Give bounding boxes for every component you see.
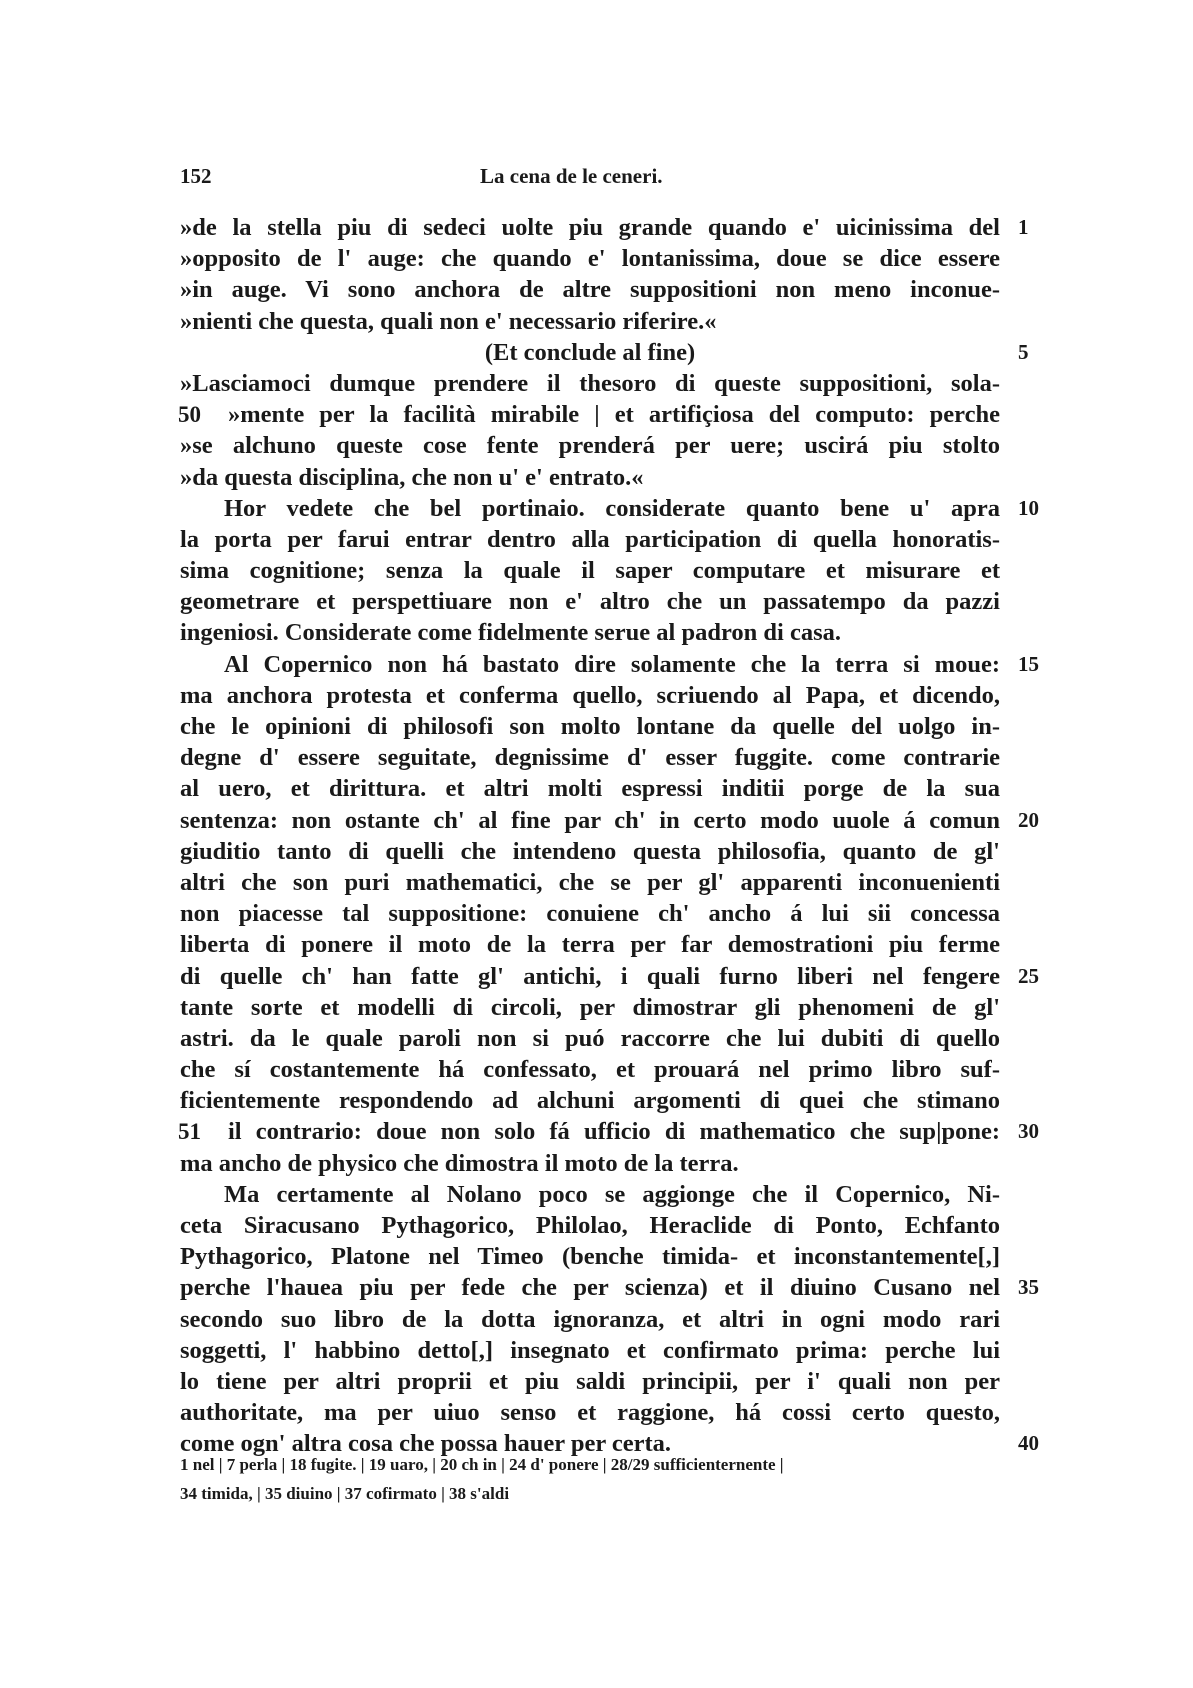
text-line xyxy=(180,1179,1000,1210)
text-line xyxy=(180,867,1000,898)
line-text: »in auge. Vi sono anchora de altre suppositioni non meno inconue- xyxy=(180,276,1000,304)
line-text: ingeniosi. Considerate come fidelmente serue al padron di casa. xyxy=(180,619,842,647)
line-text: degne d' essere seguitate, degnissime d' esser fuggite. come contrarie xyxy=(180,744,1000,772)
line-number: 35 xyxy=(1018,1275,1039,1300)
line-text: »mente per la facilità mirabile | et artifiçiosa del computo: perche xyxy=(228,401,1000,429)
text-line xyxy=(180,243,1000,274)
text-line xyxy=(178,1116,1039,1147)
line-text: tante sorte et modelli di circoli, per dimostrar gli phenomeni de gl' xyxy=(180,993,1000,1021)
line-text: Pythagorico, Platone nel Timeo (benche timida- et inconstantemente[,] xyxy=(180,1243,1000,1271)
line-number: 20 xyxy=(1018,807,1039,832)
line-text: ma ancho de physico che dimostra il moto de la terra. xyxy=(180,1149,739,1177)
text-line xyxy=(180,524,1000,555)
text-line xyxy=(180,929,1000,960)
text-line xyxy=(180,1054,1000,1085)
line-text: soggetti, l' habbino detto[,] insegnato et confirmato prima: perche lui xyxy=(180,1336,1000,1364)
line-text: altri che son puri mathematici, che se per gl' apparenti inconuenienti xyxy=(180,868,1000,896)
text-line xyxy=(180,1272,1039,1303)
line-number: 1 xyxy=(1018,215,1029,239)
line-text: authoritate, ma per uiuo senso et raggione, há cossi certo questo, xyxy=(180,1399,1000,1427)
line-text: »de la stella piu di sedeci uolte piu grande quando e' uicinissima del xyxy=(180,214,1000,241)
text-line xyxy=(180,649,1039,680)
text-line xyxy=(180,680,1000,711)
text-line xyxy=(180,493,1039,524)
text-line xyxy=(180,586,1000,617)
original-page-marker: 51 xyxy=(178,1119,201,1145)
text-line xyxy=(180,1085,1000,1116)
line-text: ficientemente respondendo ad alchuni argomenti di quei che stimano xyxy=(180,1087,1000,1115)
line-text: che sí costantemente há confessato, et prouará nel primo libro suf- xyxy=(180,1056,1000,1084)
line-text: (Et conclude al fine) xyxy=(484,338,696,366)
line-text: sentenza: non ostante ch' al fine par ch' in certo modo uuole á comun xyxy=(180,806,1000,834)
line-text: Hor vedete che bel portinaio. considerate quanto bene u' apra xyxy=(224,494,1000,522)
text-line xyxy=(180,961,1039,992)
line-text: geometrare et perspettiuare non e' altro che un passatempo da pazzi xyxy=(180,588,1000,616)
line-text: secondo suo libro de la dotta ignoranza, et altri in ogni modo rari xyxy=(180,1305,1000,1333)
line-text: »se alchuno queste cose fente prenderá per uere; uscirá piu stolto xyxy=(180,432,1000,460)
page-header xyxy=(180,164,1000,192)
line-number: 30 xyxy=(1018,1119,1039,1144)
text-line xyxy=(180,1304,1000,1335)
footnote-line: 34 timida, | 35 diuino | 37 cofirmato | 38 s'aldi xyxy=(180,1484,510,1503)
line-number: 5 xyxy=(1018,339,1029,364)
line-number: 15 xyxy=(1018,651,1039,676)
line-text: Al Copernico non há bastato dire solamente che la terra si moue: xyxy=(224,650,1000,678)
line-number: 25 xyxy=(1018,963,1039,988)
text-line xyxy=(180,1335,1000,1366)
text-line xyxy=(180,1210,1000,1241)
line-text: Ma certamente al Nolano poco se aggionge che il Copernico, Ni- xyxy=(224,1180,1000,1208)
text-line xyxy=(180,399,1000,430)
text-line xyxy=(180,805,1039,836)
text-line xyxy=(180,430,1000,461)
line-text: ceta Siracusano Pythagorico, Philolao, Heraclide di Ponto, Echfanto xyxy=(180,1212,1000,1239)
line-text: sima cognitione; senza la quale il saper computare et misurare et xyxy=(180,557,1000,585)
text-line xyxy=(180,337,1029,368)
line-number: 10 xyxy=(1018,495,1039,520)
line-text: liberta di ponere il moto de la terra per far demostrationi piu ferme xyxy=(180,931,1000,959)
line-text: giuditio tanto di quelli che intendeno questa philosofia, quanto de gl' xyxy=(180,837,1000,865)
text-line xyxy=(180,711,1000,742)
text-line xyxy=(180,368,1000,399)
original-page-marker: 50 xyxy=(178,402,201,428)
text-line xyxy=(180,773,1000,804)
running-title: La cena de le ceneri. xyxy=(480,164,663,188)
text-line xyxy=(180,992,1000,1023)
text-line xyxy=(180,212,1029,243)
line-text: la porta per farui entrar dentro alla participation di quella honoratis- xyxy=(180,525,1000,553)
text-line xyxy=(180,1023,1000,1054)
line-text: che le opinioni di philosofi son molto lontane da quelle del uolgo in- xyxy=(180,713,1000,740)
text-line xyxy=(180,555,1000,586)
text-line xyxy=(180,898,1000,929)
critical-apparatus xyxy=(180,1450,1030,1508)
line-text: astri. da le quale paroli non si puó raccorre che lui dubiti di quello xyxy=(180,1024,1000,1052)
text-line xyxy=(180,1148,1000,1179)
text-line xyxy=(180,306,1000,337)
line-text: »Lasciamoci dumque prendere il thesoro di queste suppositioni, sola- xyxy=(180,369,1000,397)
text-line xyxy=(180,1241,1000,1272)
line-text: perche l'hauea piu per fede che per scienza) et il diuino Cusano nel xyxy=(180,1274,1000,1302)
text-line xyxy=(180,462,1000,493)
text-line xyxy=(180,836,1000,867)
footnote-line: 1 nel | 7 perla | 18 fugite. | 19 uaro, | 20 ch in | 24 d' ponere | 28/29 sufficienternente | xyxy=(180,1455,784,1474)
line-text: »da questa disciplina, che non u' e' entrato.« xyxy=(180,463,644,491)
line-text: al uero, et dirittura. et altri molti espressi inditii porge de la sua xyxy=(180,775,1000,803)
line-number: 40 xyxy=(1018,1431,1039,1456)
text-line xyxy=(180,1397,1000,1428)
line-text: »nienti che questa, quali non e' necessario riferire.« xyxy=(180,307,717,335)
line-text: lo tiene per altri proprii et piu saldi principii, per i' quali non per xyxy=(180,1367,1000,1395)
text-line xyxy=(180,1366,1000,1397)
text-line xyxy=(180,617,1000,648)
text-line xyxy=(180,742,1000,773)
body-text xyxy=(178,212,1039,1460)
line-text: il contrario: doue non solo fá ufficio di mathematico che sup|pone: xyxy=(228,1118,1000,1146)
line-text: non piacesse tal suppositione: conuiene ch' ancho á lui sii concessa xyxy=(180,900,1000,928)
page-number: 152 xyxy=(180,164,212,188)
text-line xyxy=(180,274,1000,305)
line-text: ma anchora protesta et conferma quello, scriuendo al Papa, et dicendo, xyxy=(180,681,1000,709)
line-text: »opposito de l' auge: che quando e' lontanissima, doue se dice essere xyxy=(180,245,1000,273)
line-text: di quelle ch' han fatte gl' antichi, i quali furno liberi nel fengere xyxy=(180,962,1000,990)
line-text: come ogn' altra cosa che possa hauer per certa. xyxy=(180,1430,672,1458)
